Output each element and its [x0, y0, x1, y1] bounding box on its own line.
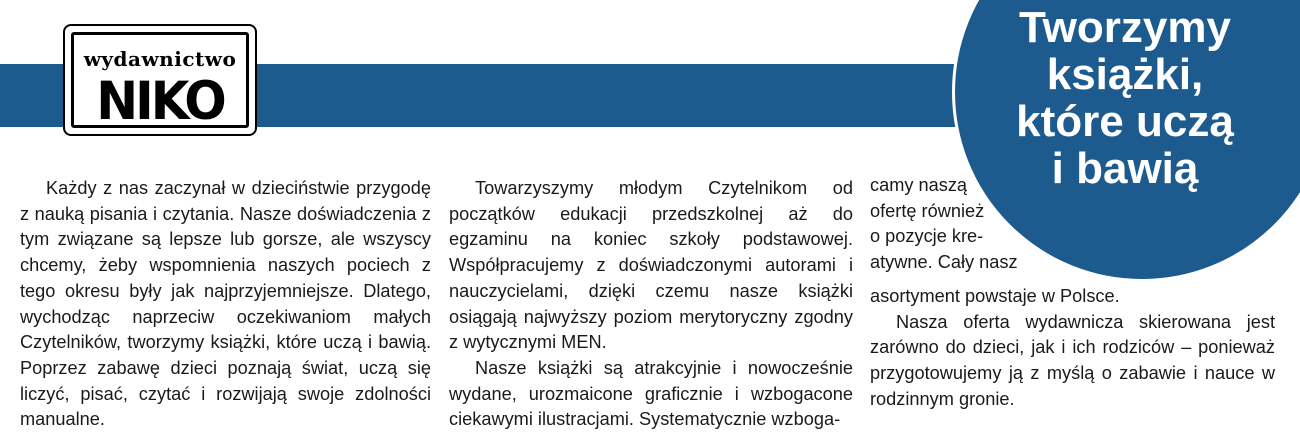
text-line: atywne. Cały nasz: [870, 252, 1018, 273]
slogan-line-1: Tworzymy: [1019, 3, 1231, 52]
slogan: [985, 4, 1265, 192]
slogan-line-4: i bawią: [1051, 144, 1199, 193]
logo-main-text: NIKO: [96, 70, 224, 132]
logo-top-text: wydawnictwo: [83, 47, 237, 71]
paragraph: Nasze książki są atrakcyjnie i nowocześnie wydane, urozmaicone graficznie i wzbogacone ciekawymi ilustracjami. Systematycznie wzboga-: [449, 357, 853, 430]
text-column-2: [449, 176, 853, 433]
logo-frame: [71, 32, 249, 132]
text-line: asortyment powstaje w Polsce.: [870, 286, 1120, 306]
paragraph: Każdy z nas zaczynał w dzieciństwie przygodę z nauką pisania i czytania. Nasze doświadczenia z tym związane są lepsze lub gorsze, ale wszyscy chcemy, żeby wspomnienia naszych pociech z tego okresu były jak najprzyjemniejsze. Dlatego, wychodząc naprzeciw oczekiwaniom małych Czytelników, tworzymy książki, które uczą i bawią. Poprzez zabawę dzieci poznają świat, uczą się liczyć, pisać, czytać i rozwijają swoje zdolności manualne.: [20, 178, 431, 430]
text-column-1: [20, 176, 431, 433]
text-line: ofertę również: [870, 200, 985, 221]
text-column-3: [870, 284, 1275, 413]
text-column-3-wrap: [870, 173, 1030, 276]
text-line: camy naszą: [870, 175, 968, 195]
publisher-logo: [63, 24, 257, 136]
paragraph: Nasza oferta wydawnicza skierowana jest zarówno do dzieci, jak i ich rodziców – ponieważ przygotowujemy ją z myślą o zabawie i nauce w rodzinnym gronie.: [870, 311, 1275, 409]
text-line: o pozycje kre-: [870, 226, 984, 247]
slogan-line-2: książki,: [1046, 50, 1204, 99]
paragraph: Towarzyszymy młodym Czytelnikom od początków edukacji przedszkolnej aż do egzaminu na koniec szkoły podstawowej. Współpracujemy z doświadczonymi autorami i nauczycielami, dzięki czemu nasze książki osiągają najwyższy poziom merytoryczny zgodny z wytycznymi MEN.: [449, 178, 853, 353]
slogan-line-3: które uczą: [1016, 97, 1234, 146]
